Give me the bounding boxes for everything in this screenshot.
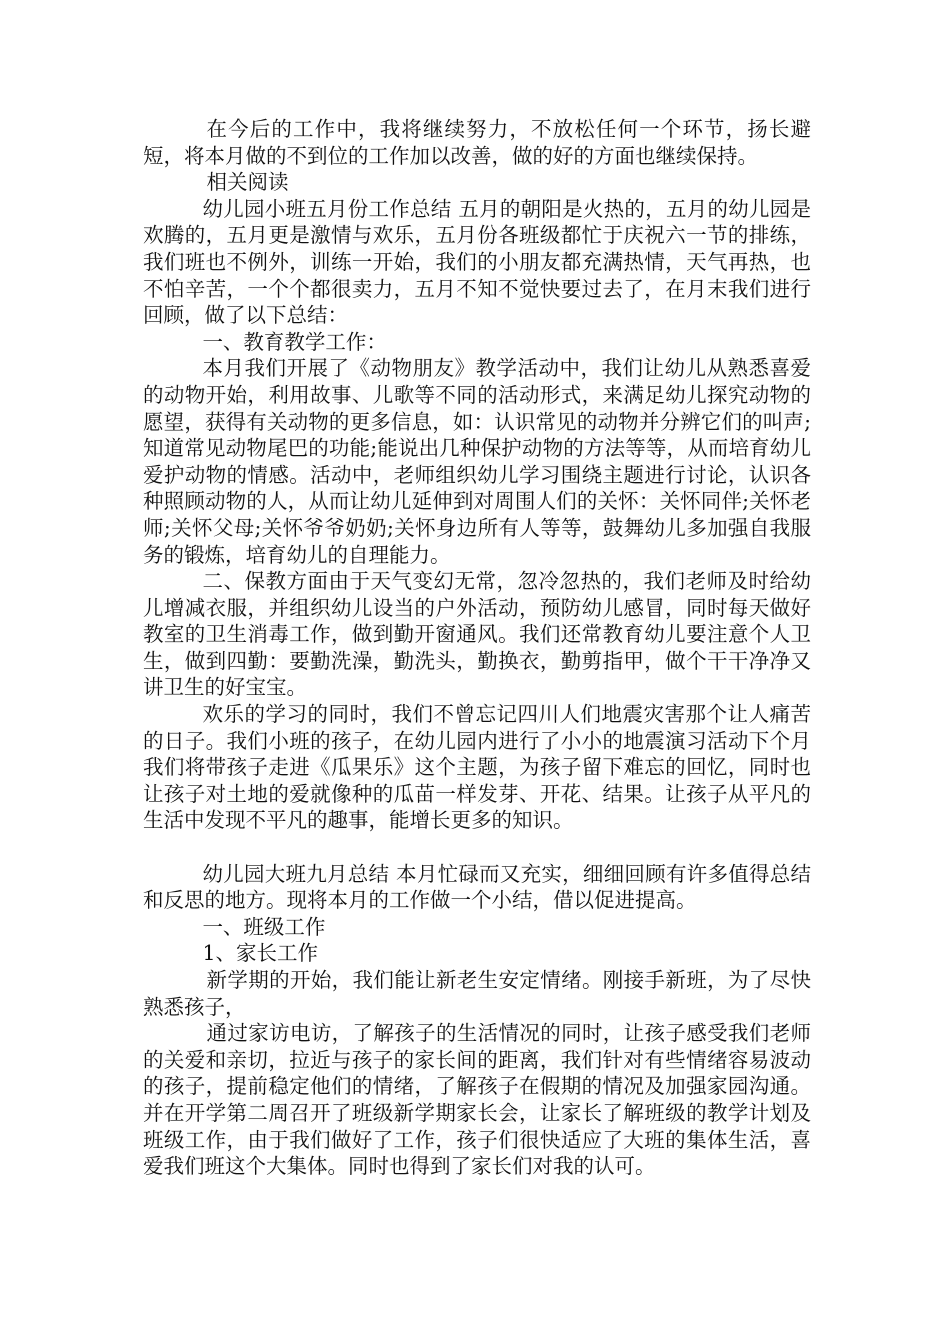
earthquake-paragraph: 欢乐的学习的同时，我们不曾忘记四川人们地震灾害那个让人痛苦的日子。我们小班的孩子，在幼儿园内进行了小小的地震演习活动下个月我们将带孩子走进《瓜果乐》这个主题，为孩子留下难忘的回忆，同时也让孩子对土地的爱就像种的瓜苗一样发芽、开花、结果。让孩子从平凡的生活中发现不平凡的趣事，能增长更多的知识。 xyxy=(143,702,811,833)
document-page xyxy=(143,116,811,1180)
new-term-paragraph: 新学期的开始，我们能让新老生安定情绪。刚接手新班，为了尽快熟悉孩子， xyxy=(143,968,811,1019)
closing-paragraph: 在今后的工作中，我将继续努力，不放松任何一个环节，扬长避短，将本月做的不到位的工作加以改善，做的好的方面也继续保持。 xyxy=(143,117,811,168)
section-heading-class: 一、班级工作 xyxy=(202,914,326,939)
section-heading-teaching: 一、教育教学工作： xyxy=(202,329,387,354)
home-visit-paragraph: 通过家访电访，了解孩子的生活情况的同时，让孩子感受我们老师的关爱和亲切，拉近与孩子的家长间的距离，我们针对有些情绪容易波动的孩子，提前稳定他们的情绪，了解孩子在假期的情况及加强家园沟通。并在开学第二周召开了班级新学期家长会，让家长了解班级的教学计划及班级工作，由于我们做好了工作，孩子们很快适应了大班的集体生活，喜爱我们班这个大集体。同时也得到了家长们对我的认可。 xyxy=(143,1021,811,1179)
teaching-paragraph: 本月我们开展了《动物朋友》教学活动中，我们让幼儿从熟悉喜爱的动物开始，利用故事、儿歌等不同的活动形式，来满足幼儿探究动物的愿望，获得有关动物的更多信息，如：认识常见的动物并分辨它们的叫声;知道常见动物尾巴的功能;能说出几种保护动物的方法等等，从而培育幼儿爱护动物的情感。活动中，老师组织幼儿学习围绕主题进行讨论，认识各种照顾动物的人，从而让幼儿延伸到对周围人们的关怀：关怀同伴;关怀老师;关怀父母;关怀爷爷奶奶;关怀身边所有人等等，鼓舞幼儿多加强自我服务的锻炼，培育幼儿的自理能力。 xyxy=(143,356,811,567)
related-reading-heading: 相关阅读 xyxy=(206,170,289,195)
subheading-parents: 1、家长工作 xyxy=(202,941,318,966)
may-summary-intro: 幼儿园小班五月份工作总结 五月的朝阳是火热的，五月的幼儿园是欢腾的，五月更是激情与欢乐，五月份各班级都忙于庆祝六一节的排练，我们班也不例外，训练一开始，我们的小朋友都充满热情，天气再热，也不怕辛苦，一个个都很卖力，五月不知不觉快要过去了，在月末我们进行回顾，做了以下总结： xyxy=(143,196,811,328)
blank-line xyxy=(143,834,811,861)
september-summary-intro: 幼儿园大班九月总结 本月忙碌而又充实，细细回顾有许多值得总结和反思的地方。现将本月的工作做一个小结，借以促进提高。 xyxy=(143,861,811,913)
care-paragraph: 二、保教方面由于天气变幻无常，忽冷忽热的，我们老师及时给幼儿增减衣服，并组织幼儿设当的户外活动，预防幼儿感冒，同时每天做好教室的卫生消毒工作，做到勤开窗通风。我们还常教育幼儿要注意个人卫生，做到四勤：要勤洗澡，勤洗头，勤换衣，勤剪指甲，做个干干净净又讲卫生的好宝宝。 xyxy=(143,569,811,700)
